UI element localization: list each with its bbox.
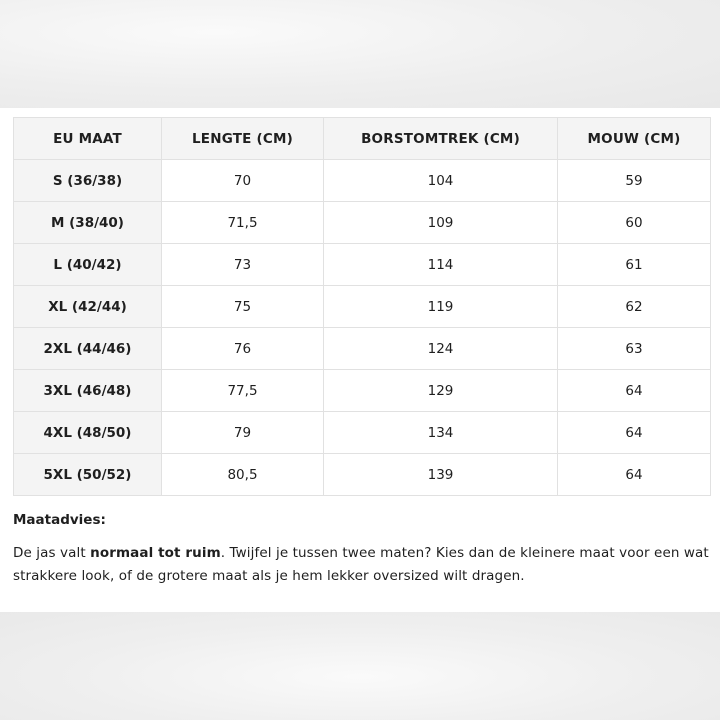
table-row [14, 328, 711, 370]
mouw-cell: 62 [558, 286, 711, 328]
borstomtrek-cell: 119 [324, 286, 558, 328]
mouw-cell: 61 [558, 244, 711, 286]
table-row [14, 202, 711, 244]
borstomtrek-cell: 134 [324, 412, 558, 454]
table-header-row [14, 118, 711, 160]
table-row [14, 370, 711, 412]
mouw-cell: 64 [558, 412, 711, 454]
mouw-cell: 60 [558, 202, 711, 244]
mouw-cell: 63 [558, 328, 711, 370]
size-cell: 2XL (44/46) [14, 328, 162, 370]
mouw-cell: 64 [558, 370, 711, 412]
table-row [14, 454, 711, 496]
size-cell: 3XL (46/48) [14, 370, 162, 412]
advice-text-emphasis: normaal tot ruim [90, 545, 221, 561]
size-cell: L (40/42) [14, 244, 162, 286]
size-table [13, 117, 711, 496]
borstomtrek-cell: 129 [324, 370, 558, 412]
borstomtrek-cell: 139 [324, 454, 558, 496]
lengte-cell: 71,5 [162, 202, 324, 244]
size-chart-panel [0, 108, 720, 612]
size-cell: S (36/38) [14, 160, 162, 202]
background-top [0, 0, 720, 108]
borstomtrek-cell: 114 [324, 244, 558, 286]
advice-title: Maatadvies: [13, 512, 106, 528]
size-cell: 5XL (50/52) [14, 454, 162, 496]
size-cell: XL (42/44) [14, 286, 162, 328]
background-bottom [0, 612, 720, 720]
advice-text-end: . Twijfel je tussen twee maten? Kies dan de kleinere maat voor een wat strakkere look, of de grotere maat als je hem lekker oversized wilt dragen. [13, 545, 709, 584]
lengte-cell: 80,5 [162, 454, 324, 496]
lengte-cell: 76 [162, 328, 324, 370]
table-row [14, 412, 711, 454]
advice-text-start: De jas valt [13, 545, 91, 561]
size-cell: 4XL (48/50) [14, 412, 162, 454]
advice-text [13, 542, 713, 588]
lengte-cell: 77,5 [162, 370, 324, 412]
borstomtrek-cell: 109 [324, 202, 558, 244]
header-eu-maat: EU MAAT [14, 118, 162, 160]
lengte-cell: 73 [162, 244, 324, 286]
size-cell: M (38/40) [14, 202, 162, 244]
header-lengte: LENGTE (CM) [162, 118, 324, 160]
table-row [14, 286, 711, 328]
borstomtrek-cell: 124 [324, 328, 558, 370]
lengte-cell: 75 [162, 286, 324, 328]
lengte-cell: 70 [162, 160, 324, 202]
header-borstomtrek: BORSTOMTREK (CM) [324, 118, 558, 160]
lengte-cell: 79 [162, 412, 324, 454]
mouw-cell: 64 [558, 454, 711, 496]
header-mouw: MOUW (CM) [558, 118, 711, 160]
table-row [14, 160, 711, 202]
table-row [14, 244, 711, 286]
mouw-cell: 59 [558, 160, 711, 202]
borstomtrek-cell: 104 [324, 160, 558, 202]
